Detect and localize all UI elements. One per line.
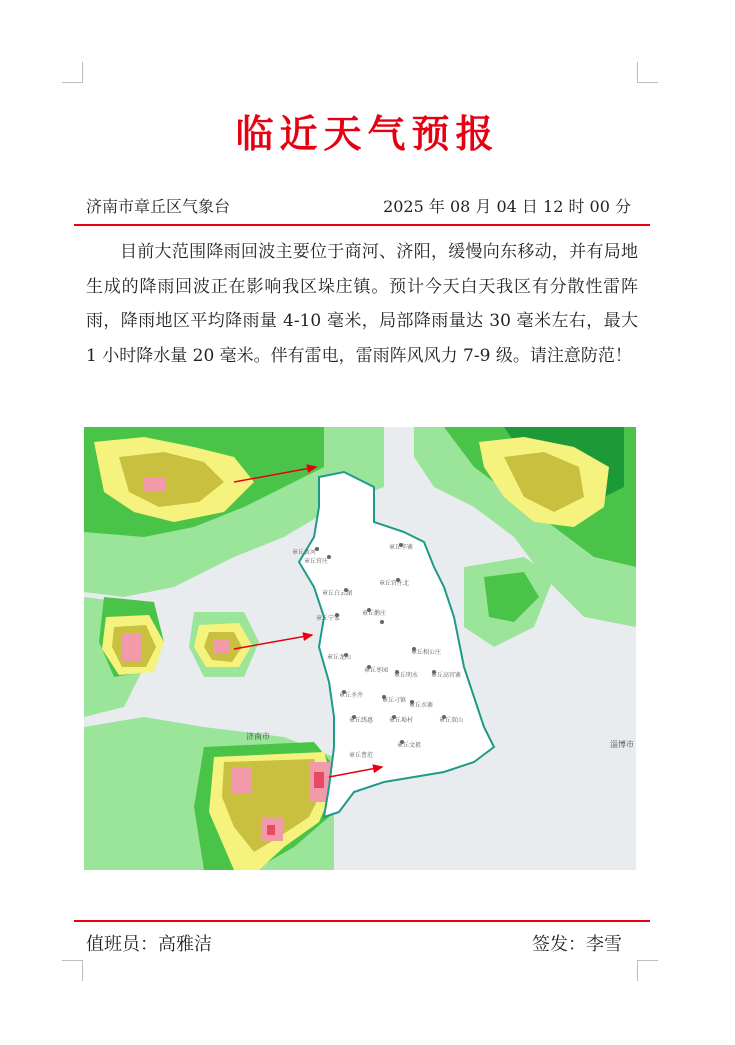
station-label: 章丘官庄北 [379, 580, 410, 587]
radar-map-svg [84, 427, 636, 870]
crop-mark-top-left [62, 62, 83, 83]
station-label: 章丘明水 [394, 672, 419, 679]
station-label: 章丘水寨 [409, 702, 434, 709]
station-label: 章丘鹅庄 [362, 610, 387, 617]
station-label: 章丘相公庄 [411, 649, 442, 656]
rain-core-west [122, 633, 142, 661]
region-label-jinan: 济南市 [246, 732, 270, 741]
station-label: 章丘刁镇 [382, 697, 407, 704]
station-label: 章丘高官寨 [431, 672, 462, 679]
footer-divider [74, 920, 650, 922]
page-title: 临近天气预报 [235, 111, 500, 156]
station-label: 章丘埠村 [389, 717, 414, 724]
station-label: 章丘龙山 [327, 654, 352, 661]
station-label: 章丘文祖 [397, 742, 422, 749]
header-divider [74, 224, 650, 226]
station-label: 章丘圣井 [339, 692, 364, 699]
rain-core-mid-west [214, 639, 230, 653]
region-label-zibo: 淄博市 [610, 740, 634, 749]
station-label: 章丘官庄 [304, 558, 329, 565]
duty-officer: 值班员：高雅洁 [86, 934, 212, 955]
radar-map [84, 427, 636, 870]
rain-core-northwest [144, 477, 166, 491]
station-label: 章丘黄河 [292, 549, 317, 556]
forecast-text: 目前大范围降雨回波主要位于商河、济阳，缓慢向东移动，并有局地生成的降雨回波正在影响我区垛庄镇。预计今天白天我区有分散性雷阵雨，降雨地区平均降雨量 4-10 毫米，局部降雨量达 30 毫米左右，最大 1 小时降水量 20 毫米。伴有雷电，雷雨阵风风力 7-9 级。请注意防范！ [86, 242, 638, 366]
rain-core-south-1 [232, 767, 252, 793]
issuer-label: 济南市章丘区气象台 [86, 197, 231, 216]
station-label: 章丘曹范 [349, 752, 374, 759]
station-label: 章丘枣园 [364, 667, 389, 674]
crop-mark-bottom-left [62, 960, 83, 981]
station-label: 章丘双山 [439, 717, 464, 724]
station-label: 章丘辛寨 [389, 544, 414, 551]
station-label: 章丘白云湖 [322, 590, 353, 597]
crop-mark-bottom-right [637, 960, 658, 981]
station-label: 章丘宁家 [316, 615, 341, 622]
station-label: 章丘绣惠 [349, 717, 374, 724]
crop-mark-top-right [637, 62, 658, 83]
signer: 签发：李雪 [532, 934, 622, 955]
issue-datetime: 2025 年 08 月 04 日 12 时 00 分 [383, 197, 631, 216]
